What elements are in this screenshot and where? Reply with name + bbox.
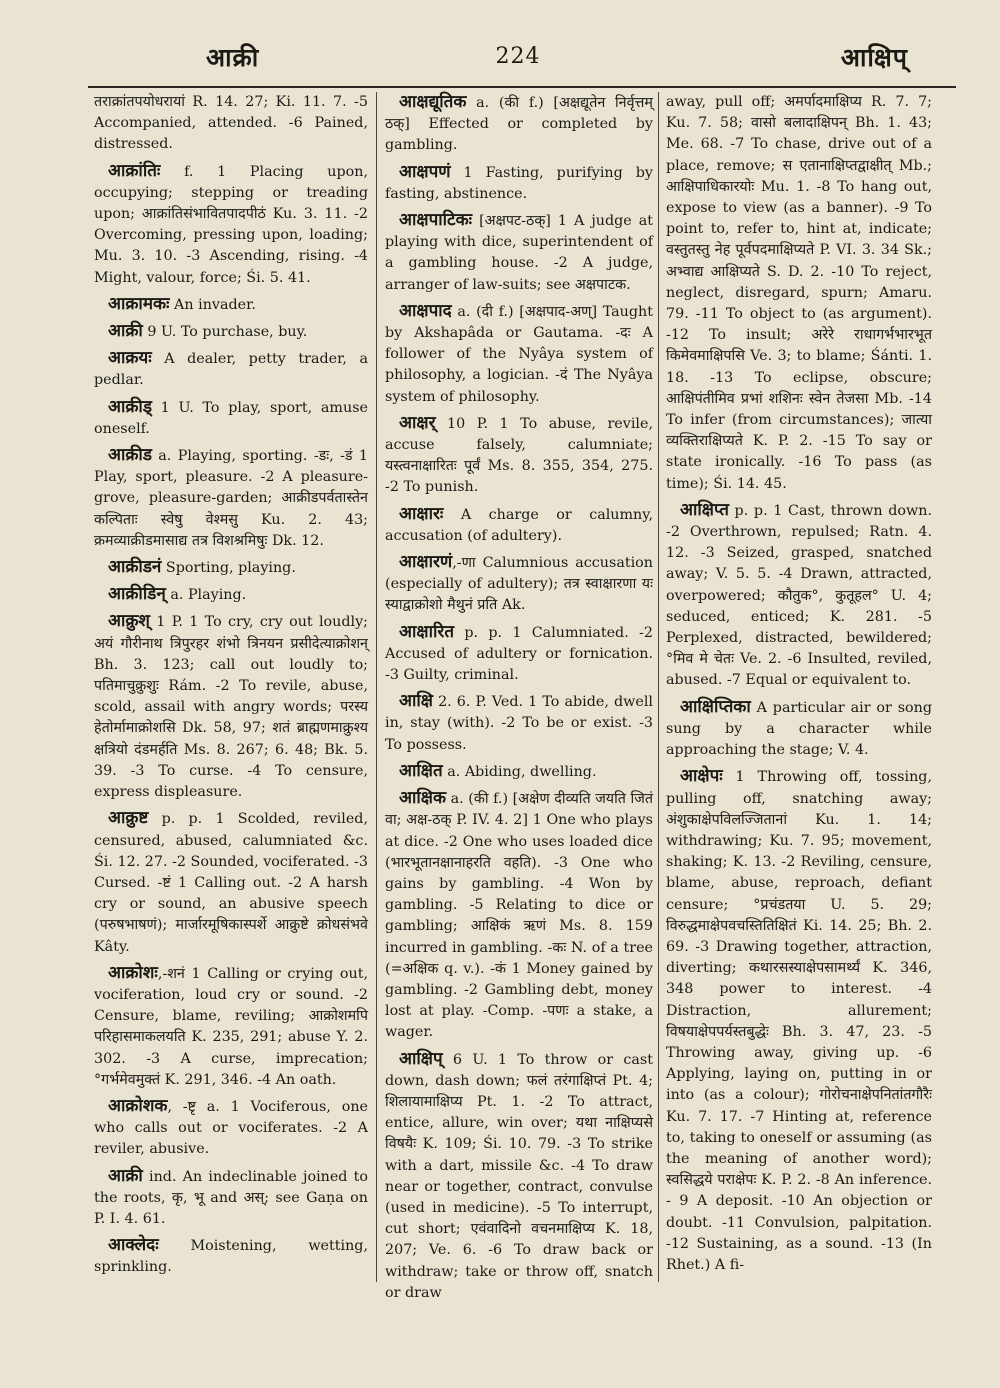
entry-definition: p. p. 1 Cast, thrown down. -2 Overthrown, repulsed; Ratn. 4. 12. -3 Seized, grasped, snatched away; V. 5. 5. -4 Drawn, attracted, overpowered; कौतुक°, कुतूहल° U. 4; seduced, enticed; K. 281. -5 Perplexed, distracted, bewildered; °मिव मे चेतः Ve. 2. -6 Insulted, reviled, abused. -7 Equal or equivalent to. [666, 502, 932, 689]
entry-headword: आक्षद्यूतिक [399, 92, 467, 112]
dictionary-entry [385, 1049, 653, 1304]
entry-definition: 1 Throwing off, tossing, pulling off, snatching away; अंशुकाक्षेपविलज्जितानां Ku. 1. 14; withdrawing; Ku. 7. 95; movement, shaking; K. 13. -2 Reviling, censure, blame, abuse, reproach, defiant censure; °प्रचंडतया U. 5. 29; विरुद्धमाक्षेपवचस्तितिक्षितं Ki. 14. 25; Bh. 2. 69. -3 Drawing together, attraction, diverting; कथारसस्याक्षेपसामर्थ्यं K. 346, 348 power to interest. -4 Distraction, allurement; विषयाक्षेपपर्यस्तबुद्धेः Bh. 3. 47, 23. -5 Throwing away, giving up. -6 Applying, laying on, putting in or into (as a colour); गोरोचनाक्षेपनितांतगौरैः Ku. 7. 17. -7 Hinting at, reference to, taking to oneself or assuming (as the meaning of another word); स्वसिद्धये पराक्षेपः K. P. 2. -8 An inference. - 9 A deposit. -10 An objection or doubt. -11 Convulsion, palpitation. -12 Sustaining, as a sound. -13 (In Rhet.) A fi- [666, 769, 932, 1273]
dictionary-entry [94, 584, 368, 606]
entry-definition: तराक्रांतपयोधरायां R. 14. 27; Ki. 11. 7. -5 Accompanied, attended. -6 Pained, distressed. [94, 94, 368, 153]
dictionary-entry [385, 301, 653, 408]
column-divider-2 [658, 92, 659, 1282]
dictionary-entry [385, 761, 653, 783]
entry-headword: आक्षारः [399, 503, 444, 524]
entry-definition: ind. An indeclinable joined to the roots, कृ, भू and अस्; see Gaṇa on P. I. 4. 61. [94, 1168, 368, 1227]
entry-headword: आक्रामकः [108, 293, 170, 314]
dictionary-entry [94, 1235, 368, 1278]
entry-headword: आक्रीड [108, 445, 152, 466]
entry-definition: Moistening, wetting, sprinkling. [94, 1238, 368, 1276]
entry-definition: ,-शनं 1 Calling or crying out, vociferation, loud cry or sound. -2 Censure, blame, reviling; आक्रोशमपि परिहासमाकलयति K. 235, 291; abuse Y. 2. 302. -3 A curse, imprecation; °गर्भमेवमुक्तं K. 291, 346. -4 An oath. [94, 965, 368, 1088]
entry-headword: आक्रुश् [108, 611, 150, 632]
entry-definition: a. (दी f.) [अक्षपाद-अण्] Taught by Akshapâda or Gautama. -दः A follower of the Nyâya system of philosophy, a logician. -दं The Nyâya system of philosophy. [385, 303, 653, 405]
entry-headword: आक्लेदः [108, 1235, 159, 1256]
entry-headword: आक्रुष्ट [108, 808, 149, 829]
entry-definition: A charge or calumny, accusation (of adultery). [385, 506, 653, 544]
entry-headword: आक्षि [399, 691, 433, 712]
header-rule [88, 86, 956, 88]
dictionary-entry [94, 445, 368, 552]
entry-headword: आक्षारणं [399, 552, 453, 573]
dictionary-entry [94, 963, 368, 1091]
entry-definition: , -ष्टृ a. 1 Vociferous, one who calls out or vociferates. -2 A reviler, abusive. [94, 1098, 368, 1158]
entry-headword: आक्षिक [399, 788, 447, 809]
entry-headword: आक्रयः [108, 348, 152, 369]
page-number: 224 [495, 44, 541, 69]
entry-definition: [अक्षपट-ठक्] 1 A judge at playing with dice, superintendent of a gambling house. -2 A judge, arranger of law-suits; see अक्षपाटक. [385, 213, 653, 293]
dictionary-entry [94, 611, 368, 803]
entry-definition: p. p. 1 Calumniated. -2 Accused of adultery or fornication. -3 Guilty, criminal. [385, 624, 653, 684]
dictionary-entry [94, 92, 368, 156]
entry-headword: आक्रीड् [108, 396, 152, 417]
entry-definition: 1 U. To play, sport, amuse oneself. [94, 399, 368, 437]
entry-definition: 10 P. 1 To abuse, revile, accuse falsely, calumniate; यस्त्वनाक्षारितः पूर्वं Ms. 8. 355, 354, 275. -2 To punish. [385, 415, 653, 496]
entry-definition: Sporting, playing. [161, 560, 296, 577]
column-3 [666, 92, 932, 1282]
dictionary-entry [666, 766, 932, 1276]
entry-headword: आक्षिप्त [680, 499, 729, 520]
dictionary-entry [385, 504, 653, 547]
entry-headword: आक्रांतिः [108, 160, 161, 181]
entry-headword: आक्षिप्तिका [680, 696, 751, 717]
entry-definition: A particular air or song sung by a character while approaching the stage; V. 4. [666, 699, 932, 759]
dictionary-entry [385, 691, 653, 756]
entry-definition: An invader. [169, 296, 256, 313]
entry-definition: a. Abiding, dwelling. [442, 763, 597, 780]
entry-headword: आक्षेपः [680, 766, 723, 787]
dictionary-entry [94, 557, 368, 579]
dictionary-entry [385, 788, 653, 1043]
dictionary-entry [385, 413, 653, 499]
entry-definition: p. p. 1 Scolded, reviled, censured, abused, calumniated &c. Śi. 12. 27. -2 Sounded, vociferated. -3 Cursed. -ष्टं 1 Calling out. -2 A harsh cry or sound, an abusive speech (परुषभाषणं); मार्जारमूषिकास्पर्शे आक्रुष्टे क्रोधसंभवे Kâty. [94, 811, 368, 955]
dictionary-entry [94, 1166, 368, 1231]
entry-definition: 9 U. To purchase, buy. [142, 324, 308, 341]
entry-headword: आक्षित [399, 760, 443, 781]
entry-definition: 1 Fasting, purifying by fasting, abstinence. [385, 164, 653, 202]
entry-headword: आक्रोशक [108, 1095, 168, 1116]
entry-headword: आक्षिप् [399, 1048, 443, 1069]
dictionary-entry [94, 321, 368, 343]
dictionary-entry [385, 552, 653, 617]
entry-headword: आक्षर् [399, 412, 436, 433]
entry-definition: ,-णा Calumnious accusation (especially of adultery); तत्र स्वाक्षारणा यः स्याद्वाक्रोशो मैथुनं प्रति Ak. [385, 555, 653, 614]
header-right-word: आक्षिप् [840, 43, 908, 72]
entry-definition: a. (की f.) [अक्षद्यूतेन निर्वृत्तम् ठक्] Effected or completed by gambling. [385, 95, 653, 154]
dictionary-entry [94, 161, 368, 289]
dictionary-entry [385, 210, 653, 296]
entry-definition: 2. 6. P. Ved. 1 To abide, dwell in, stay (with). -2 To be or exist. -3 To possess. [385, 694, 653, 753]
column-1 [94, 92, 368, 1282]
column-divider-1 [376, 92, 377, 1282]
entry-definition: a. Playing. [165, 587, 247, 604]
dictionary-entry [385, 622, 653, 687]
dictionary-entry [666, 92, 932, 495]
entry-headword: आक्षपाटिकः [399, 210, 473, 231]
page-header [88, 40, 948, 88]
dictionary-entry [94, 1096, 368, 1161]
entry-headword: आक्षपाद [399, 300, 452, 321]
dictionary-entry [385, 92, 653, 157]
dictionary-entry [94, 348, 368, 391]
dictionary-entry [94, 294, 368, 316]
header-left-word: आक्री [206, 43, 260, 72]
dictionary-entry [385, 162, 653, 205]
entry-definition: 1 P. 1 To cry, cry out loudly; अयं गौरीनाथ त्रिपुरहर शंभो त्रिनयन प्रसीदेत्याक्रोशन् Bh. 3. 123; call out loudly to; पतिमाचुक्रुशुः Rám. -2 To revile, abuse, scold, assail with angry words; परस्य हेतोर्मामाक्रोशसि Dk. 58, 97; शतं ब्राह्मणमाक्रुश्य क्षत्रियो दंडमर्हति Ms. 8. 267; 6. 48; Bk. 5. 39. -3 To curse. -4 To censure, express displeasure. [94, 614, 368, 801]
dictionary-entry [94, 397, 368, 440]
dictionary-entry [666, 697, 932, 762]
column-2 [385, 92, 653, 1301]
entry-headword: आक्षपणं [399, 161, 451, 182]
dictionary-entry [666, 500, 932, 692]
entry-headword: आक्रीडनं [108, 557, 162, 578]
entry-definition: f. 1 Placing upon, occupying; stepping or treading upon; आक्रांतिसंभावितपादपीठं Ku. 3. 11. -2 Overcoming, pressing upon, loading; Mu. 3. 10. -3 Ascending, rising. -4 Might, valour, force; Śi. 5. 41. [94, 163, 368, 286]
entry-definition: a. (की f.) [अक्षेण दीव्यति जयति जितं वा; अक्ष-ठक् P. IV. 4. 2] 1 One who plays at dice. -2 One who uses loaded dice (भारभूतानक्षानाहरति वहति). -3 One who gains by gambling. -4 Won by gambling. -5 Relating to dice or gambling; आक्षिकं ऋणं Ms. 8. 159 incurred in gambling. -कः N. of a tree (=अक्षिक q. v.). -कं 1 Money gained by gambling. -2 Gambling debt, money lost at play. -Comp. -पणः a stake, a wager. [385, 791, 653, 1041]
entry-headword: आक्रीडिन् [108, 584, 166, 605]
entry-headword: आक्रोशः [108, 962, 158, 983]
entry-definition: a. Playing, sporting. -डः, -डं 1 Play, sport, pleasure. -2 A pleasure-grove, pleasure-garden; आक्रीडपर्वतास्तेन कल्पिताः स्वेषु वेश्मसु Ku. 2. 43; क्रमव्याक्रीडमासाद्य तत्र विशश्रमिषुः Dk. 12. [94, 448, 368, 549]
entry-headword: आक्री [108, 1165, 143, 1186]
entry-definition: 6 U. 1 To throw or cast down, dash down; फलं तरंगाक्षिप्तं Pt. 4; शिलायामाक्षिप्य Pt. 1. -2 To attract, entice, allure, win over; यथा नाक्षिप्यसे विषयैः K. 109; Śi. 10. 79. -3 To strike with a dart, missile &c. -4 To draw near or together, contract, convulse (used in medicine). -5 To interrupt, cut short; एवंवादिनो वचनमाक्षिप्य K. 18, 207; Ve. 6. -6 To draw back or withdraw; take or throw off, snatch or draw [385, 1051, 653, 1301]
entry-headword: आक्षारित [399, 621, 455, 642]
entry-definition: A dealer, petty trader, a pedlar. [94, 351, 368, 389]
dictionary-entry [94, 808, 368, 957]
entry-definition: away, pull off; अमर्पादमाक्षिप्य R. 7. 7; Ku. 7. 58; वासो बलादाक्षिपन् Bh. 1. 43; Me. 68. -7 To chase, drive out of a place, remove; स एतानाक्षिप्तद्वाक्षीत् Mb.; आक्षिपाधिकारयोः Mu. 1. -8 To hang out, expose to view (as a banner). -9 To point to, refer to, hint at, indicate; वस्तुतस्तु नेह पूर्वपदमाक्षिप्यते P. VI. 3. 34 Sk.; अभ्वाद्य आक्षिप्यते S. D. 2. -10 To reject, neglect, disregard, spurn; Amaru. 79. -11 To object to (as argument). -12 To insult; अरेरे राधागर्भभारभूत किमेवमाक्षिपसि Ve. 3; to blame; Śánti. 1. 18. -13 To eclipse, obscure; आक्षिपंतीमिव प्रभां शशिनः स्वेन तेजसा Mb. -14 To infer (from circumstances); जात्या व्यक्तिराक्षिप्यते K. P. 2. -15 To say or state ironically. -16 To pass (as time); Śi. 14. 45. [666, 94, 932, 492]
entry-headword: आक्री [108, 321, 143, 342]
